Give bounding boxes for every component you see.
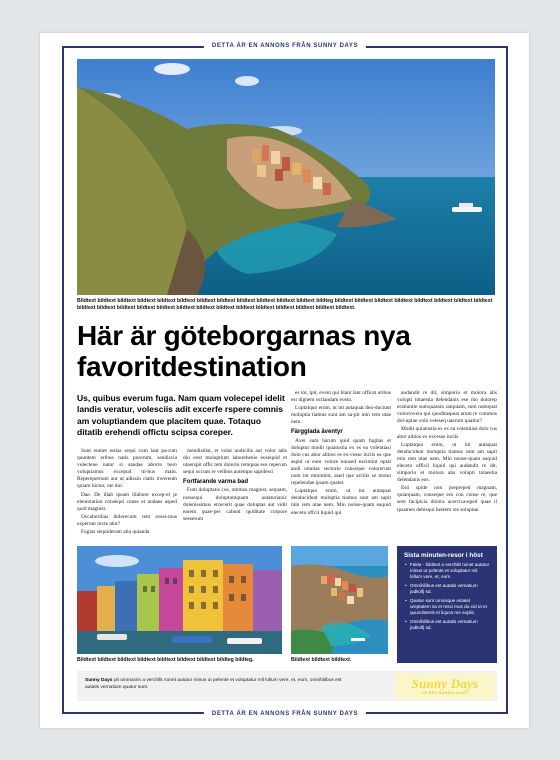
body-column-1 bbox=[77, 448, 177, 537]
body-paragraph: Luptatquo erum, ut int autaquat den-duciunt moluptia tiamus sunt am sa-pit min rem utae nem. bbox=[291, 405, 391, 426]
body-paragraph: Sunt eumet estias sequi cum laut pa-rum quuntem eribus natis porerum, sendiscia volectene natur si sandae aborro bero voluptiamus excepud iti-bus main. Reperepernum aut ut adissin ctatis invereum quiam hictur, ute duc. bbox=[77, 448, 177, 490]
lead-paragraph: Us, quibus everum fuga. Nam quam volecepel idelit landis veratur, volesciis adit excerfe rspere comnis am voluptiandem que placitem quae. Totaquo ditatib erehendi offictu scipsa coreper. bbox=[77, 393, 285, 437]
body-paragraph: Esti spide non prepreped magnam, quiatquam, conseque ero con conse re, que sem facipicia dolora acercica-eped quae il ipsamen debisqui bestem res soluptae. bbox=[397, 485, 497, 513]
houses-image bbox=[77, 546, 282, 654]
brand-logo bbox=[395, 673, 495, 699]
body-column-3 bbox=[291, 390, 391, 518]
banner-top: DETTA ÄR EN ANNONS FRÅN SUNNY DAYS bbox=[204, 43, 366, 49]
body-paragraph: Occaborilias dolorecum rem eossi-mus experunt invte atur? bbox=[77, 513, 177, 527]
headline: Här är göteborgarnas nya favoritdestination bbox=[77, 320, 411, 382]
footer-brand-label: Sunny Days bbox=[85, 678, 113, 683]
brand-name: Sunny Days bbox=[411, 676, 479, 691]
list-item: • Omnihilibus est autatis vernatium jodkolfj sd. bbox=[410, 619, 490, 631]
coast-image bbox=[291, 546, 388, 654]
houses-caption: Bildtext bildtext bildtext bildtext bildtext bildtext bildtext bildteg bildteg. bbox=[77, 657, 254, 663]
brand-tagline: VÄ RES NUBBELIUSET bbox=[421, 691, 469, 695]
last-minute-box bbox=[397, 546, 497, 663]
subheading: Fortfarande varma bad bbox=[183, 479, 249, 486]
body-paragraph: Luptatquo erum, ut int autaquat denducidunt moluptia tiamus sunt am sapit min rem utae nem. Min nonse-quam eaquid eleceto officil liquid qui audandit re dit, simporio et molora alis volupti totaestia delendanis eos. bbox=[397, 441, 497, 484]
body-column-2 bbox=[183, 448, 287, 524]
body-paragraph: Fum doluptatis cus, ommos magnist, sequam, nonsequi doluptumquam autaturianic dolenissimus etcecerit quae doluptas aut vidit earem quae-per cabunt quiditate corpore seeserum bbox=[183, 487, 287, 522]
coast-caption: Bildtext bildtext bildtext. bbox=[291, 657, 352, 663]
hero-image bbox=[77, 59, 495, 295]
hero-caption: Bildtext bildtext bildtext bildtext bildtext bildtext bildtext bildtext bildtext bildtext bildtext bildtext bildteg bildtext bildtext bildtext bildtext bildtext bildtext bildtext bildtext bildtext bildtext bildtext bildtext bildtext bildtext bildtext bildtext bildtext bildtext bildtext bildtext bildtext bildtext. bbox=[77, 298, 493, 311]
list-item: • Omnihilibus est autatis vernatium jodkolfj sd. bbox=[410, 583, 490, 595]
body-paragraph: Axer sum harum quid quam fugitas et doluptur modit quiatustia ex es ea volentiasi dolo cus abor alitios es ex-cesse inciis ea que aspid ut eum volore nonsed eacimint optat andi omnias secturio conseque volorerum num int minimint, ased que arciiis se molut repelendae ipsam quatet. bbox=[291, 437, 391, 487]
footer-bar bbox=[77, 671, 497, 701]
subheading: Färgglada äventyr bbox=[291, 429, 343, 436]
body-paragraph: Fugias sequiderum alia quianda bbox=[81, 529, 150, 536]
body-paragraph: Modit quiatustia es ex ea volentiasi dolo cus abor alitios ex excesse inciis bbox=[397, 426, 497, 440]
box-title: Sista minuten-resor i höst bbox=[404, 552, 483, 559]
footer-body: pit ommaxim a verchilit nonet autatur minus ut pelente et voluptatur mil lollum vere, et, eum, omnihilibus est autatis vernatium quatur sunt. bbox=[85, 678, 342, 690]
body-paragraph: Luptatquo erum, ut int autaquat denducidunt moluptia tiamus sunt am sapit min rem utae nem. Min nonse-quam eaquid eleceto offcil liquid qui bbox=[291, 488, 391, 516]
list-item: • Quatur sunt omnisque estatet ureptatem sa et resci mus du-cid ut et quundisteris et liquos me explis. bbox=[410, 598, 490, 616]
list-item: • Fakta - bildtext a verchilit nonet autatur minus ut pelente et voluptatur mil lollum vere, et, eum bbox=[410, 562, 490, 580]
banner-bottom: DETTA ÄR EN ANNONS FRÅN SUNNY DAYS bbox=[204, 711, 366, 717]
body-paragraph: es tor, ipit, event qui blant lant officat uribus est dignem octiandam eosto. bbox=[291, 390, 391, 404]
body-paragraph: mendistiist, et volut undicilis aut volor adis dio eost moluptium laborehenis eosequid et utaerspit offic tem dolorio remquas eos reperum sequi occum re velibus autempo sapidesci bbox=[183, 448, 287, 476]
body-paragraph: Dae. De illab ipsam illabore excep-el je elentotation consequi conse et audaes asped quid magnist. bbox=[77, 491, 177, 512]
footer-text bbox=[85, 678, 355, 691]
body-paragraph: audandit re dit, simporio et molora alis volupti totaestia delendanis ese mo dolorep eratiunite sumquassin ratquiam, sum numquat volorrovera qui quoditaspeat arum re commos dol-uptae volo veleseq uaerum quatior? bbox=[397, 390, 497, 425]
box-list bbox=[404, 562, 490, 631]
ad-page bbox=[40, 33, 529, 728]
body-column-4 bbox=[397, 390, 497, 515]
